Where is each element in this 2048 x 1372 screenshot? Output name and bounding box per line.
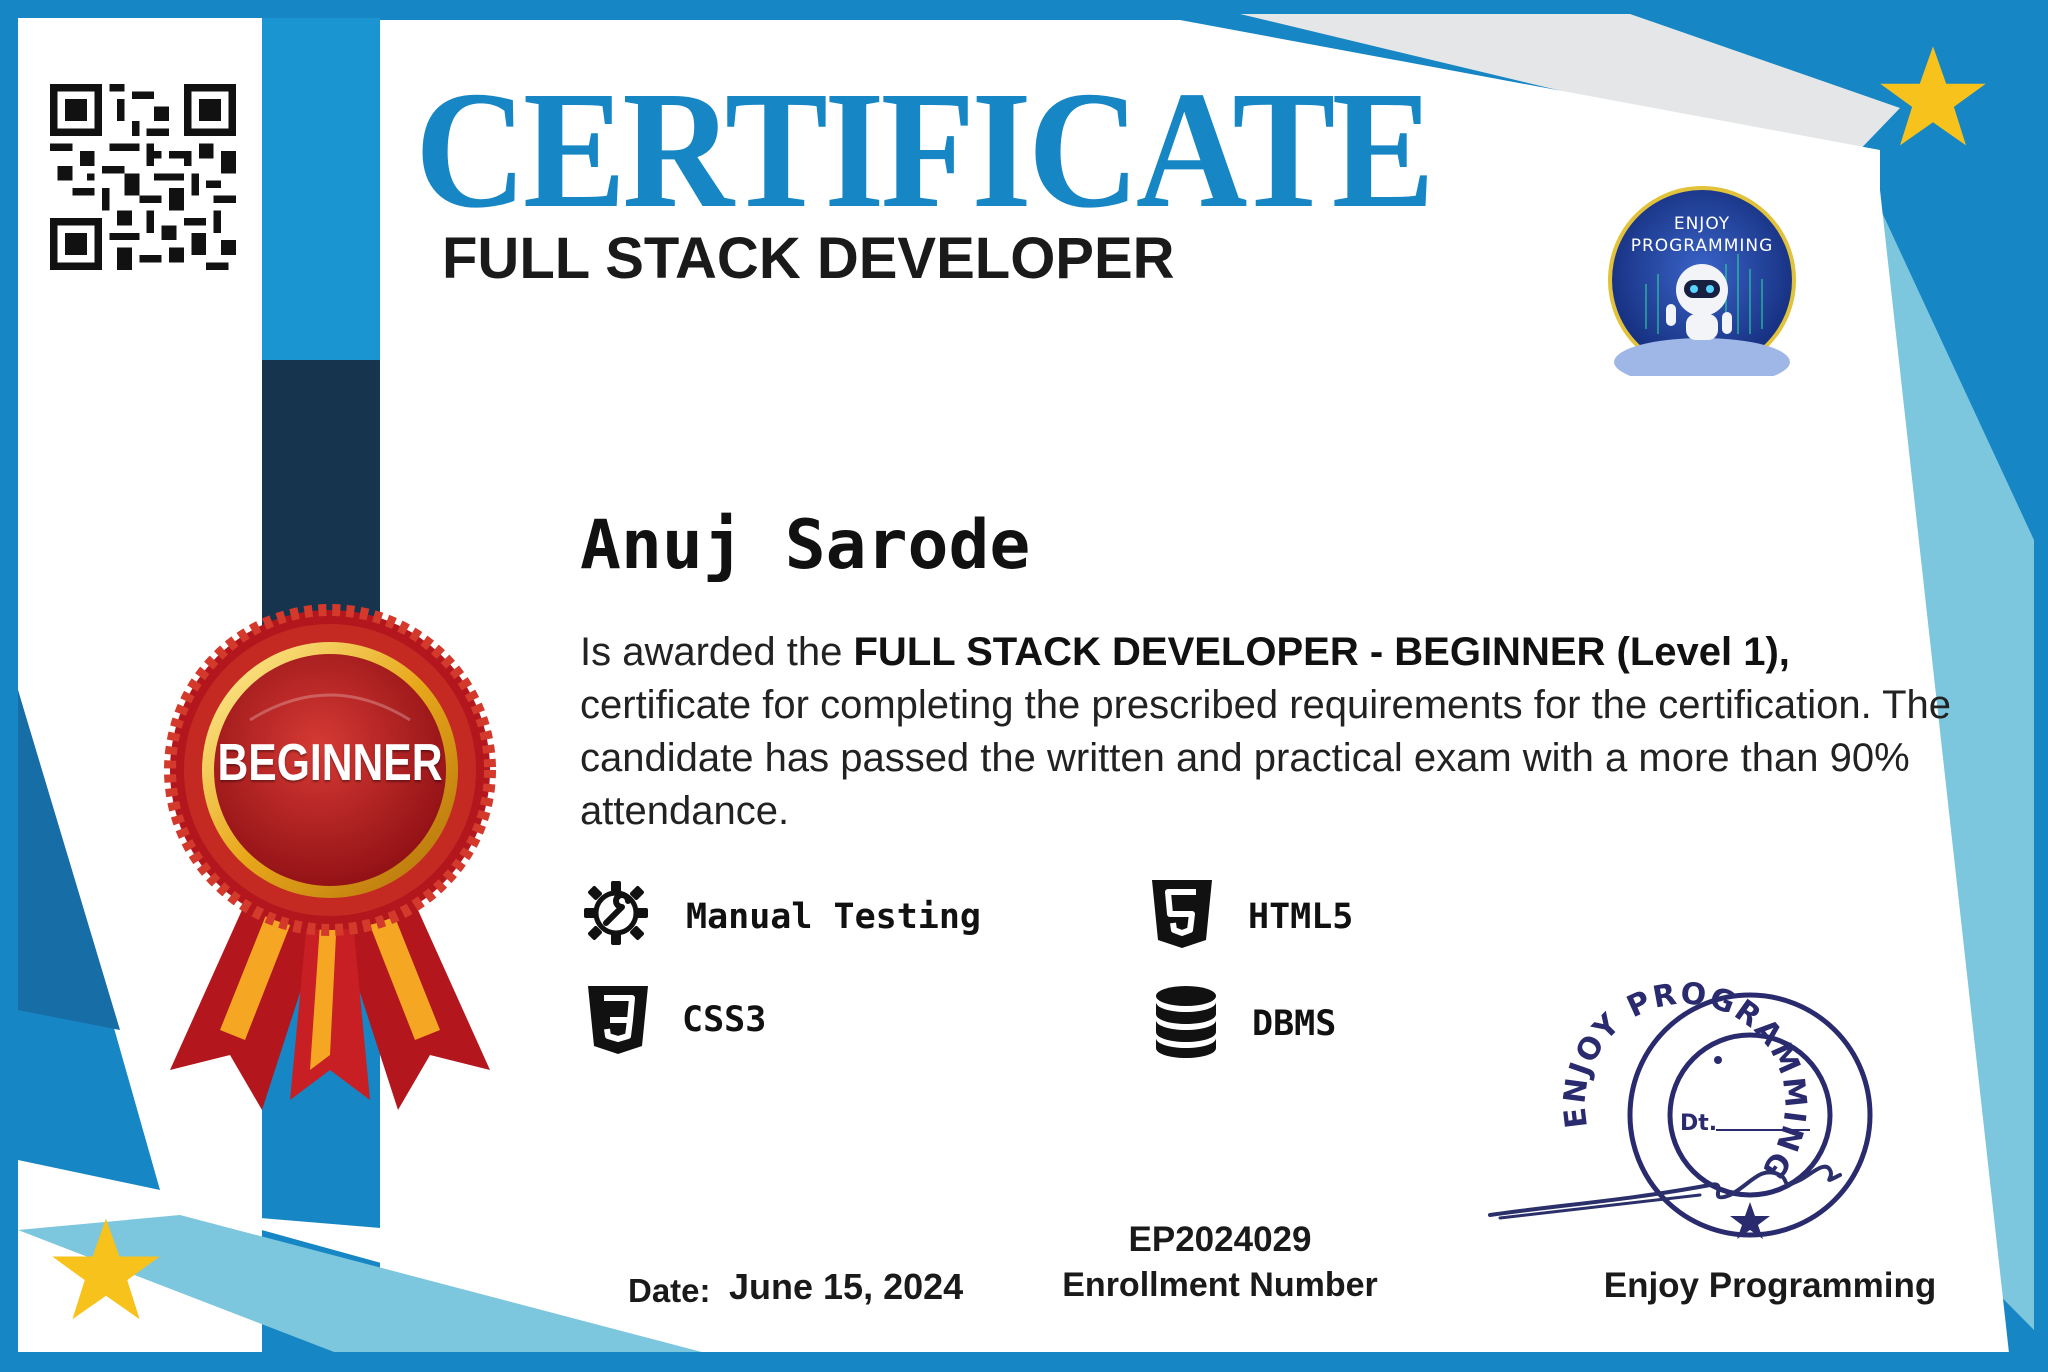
badge-label: BEGINNER [217,734,443,792]
qr-code-icon[interactable] [50,84,236,270]
database-icon [1148,984,1224,1060]
skill-label-dbms: DBMS [1252,1004,1337,1044]
enrollment-label: Enrollment Number [1062,1266,1378,1304]
date-label: Date: [628,1272,711,1309]
stamp-dt-label: Dt. [1680,1111,1718,1136]
stamp-ring-text: ENJOY PROGRAMMING [1557,980,1814,1187]
css3-icon [580,982,656,1058]
body-details: certificate for completing the prescribed requirements for the certification. The candidate has passed the written and practical exam with a more than 90% attendance. [580,683,1952,833]
recipient-name: Anuj Sarode [580,506,1031,585]
beginner-badge [150,600,510,1130]
body-program: FULL STACK DEVELOPER - BEGINNER (Level 1), [853,630,1790,674]
body-intro: Is awarded the [580,630,854,674]
skill-label-manual-testing: Manual Testing [686,897,982,937]
certificate-body [580,626,1960,838]
skill-label-css3: CSS3 [682,1000,767,1040]
certificate-subtitle: FULL STACK DEVELOPER [442,226,1175,291]
stamp-seal [1480,980,1880,1250]
enjoy-programming-logo [1606,184,1798,376]
logo-text-line2: PROGRAMMING [1630,236,1774,256]
gear-wrench-icon [578,875,654,951]
ribbon-medal-icon [150,600,510,1130]
enrollment-number: EP2024029 [1128,1220,1312,1259]
date-value: June 15, 2024 [729,1266,964,1307]
certificate-title: CERTIFICATE [415,57,1432,243]
logo-text-line1: ENJOY [1673,214,1731,234]
star-icon [1878,42,1988,152]
html5-icon [1144,876,1220,952]
robot-icon [1606,184,1798,376]
issuer-name: Enjoy Programming [1603,1266,1937,1305]
skill-label-html5: HTML5 [1248,897,1354,937]
star-icon [50,1214,162,1326]
